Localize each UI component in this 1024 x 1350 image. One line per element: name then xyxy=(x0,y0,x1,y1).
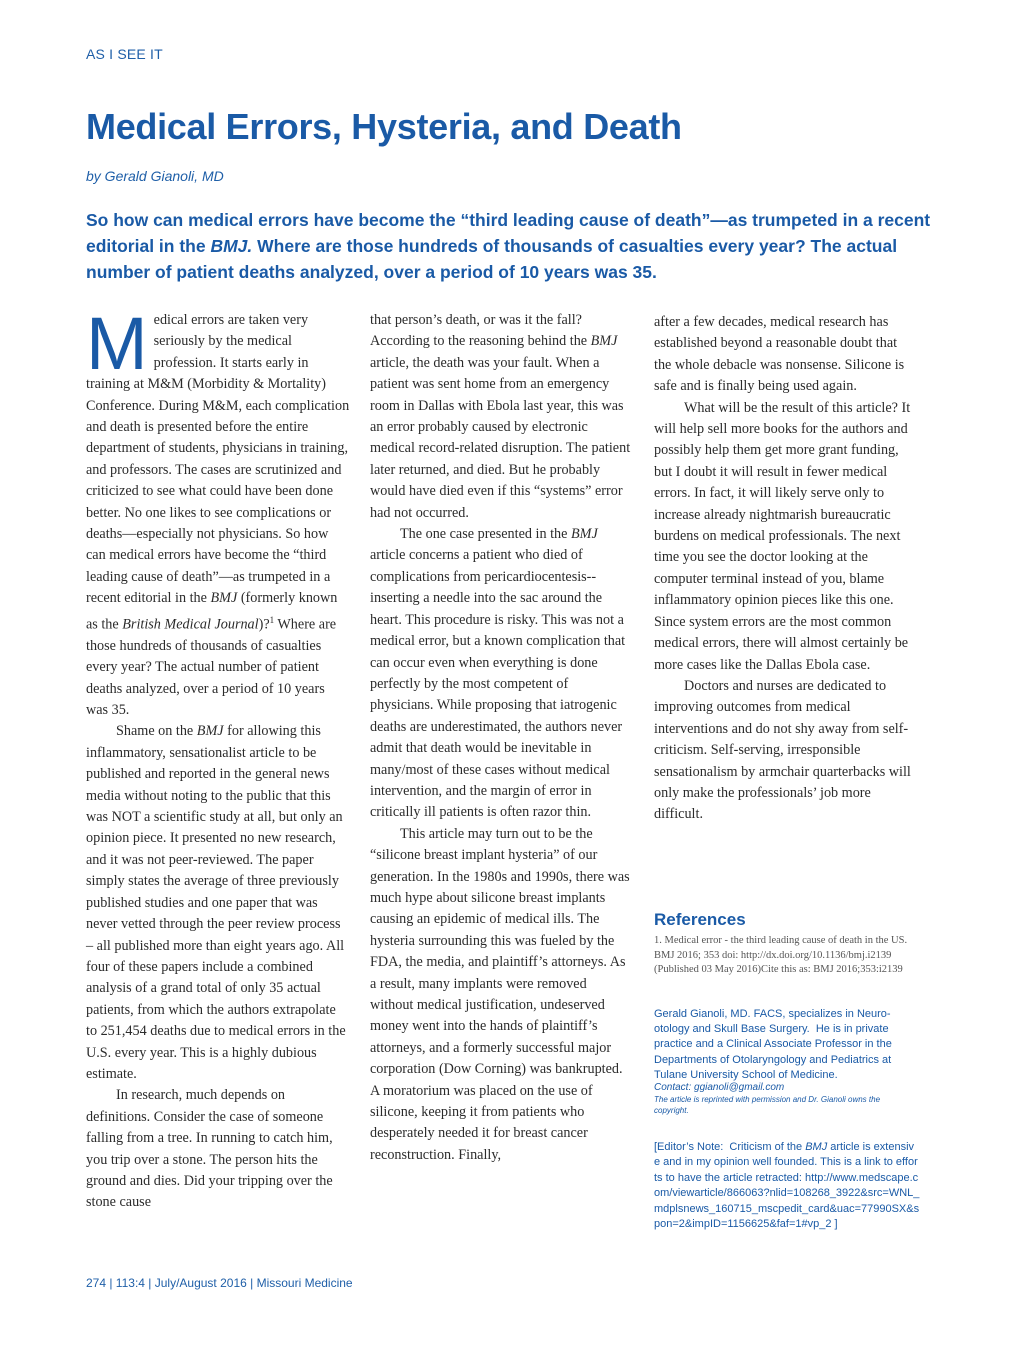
paragraph-text: for allowing this inflammatory, sensationalist article to be published and reported in the general news media without noting to the public that this was NOT a scientific study at all, but only an opinion piece. It presented no new research, and it was not peer-reviewed. The paper simply states the average of three previously published studies and one paper that was never vetted through the peer review process – all published more than eight years ago. All four of these papers include a combined analysis of a grand total of only 35 actual patients, from which the authors extrapolate to 251,454 deaths due to medical errors in the U.S. every year. This is a highly dubious estimate. xyxy=(86,723,346,1082)
paragraph-text: that person’s death, or was it the fall? According to the reasoning behind the xyxy=(370,312,591,350)
paragraph-text: article concerns a patient who died of complications from pericardiocentesis--inserting a needle into the sac around the heart. This procedure is risky. This was not a medical error, but a known complication that can occur even when everything is done perfectly by the most competent of physicians. While proposing that iatrogenic deaths are underestimated, the authors never admit that death would be inevitable in many/most of these cases without medical intervention, and the margin of error in critically ill patients is often razor thin. xyxy=(370,547,626,821)
paragraph xyxy=(370,524,632,824)
paragraph: In research, much depends on definitions. Consider the case of someone falling from a tree. In running to catch him, you trip over a stone. The person hits the ground and dies. Did your tripping over the stone cause xyxy=(86,1087,333,1211)
page-footer: 274 | 113:4 | July/August 2016 | Missouri Medicine xyxy=(86,1276,353,1290)
deck-text-1: So how can medical errors have become the “third leading cause of death”—as trumpeted in a recent editorial in the xyxy=(86,210,931,256)
paragraph xyxy=(86,721,350,1085)
paragraph-text: edical errors are taken very seriously by the medical profession. It starts early in training at M&M (Morbidity & Mortality) Conference. During M&M, each complication and death is presented before the entire department of students, physicians in training, and professors. The cases are scrutinized and criticized to see what could have been done better. No one likes to see complications or deaths—especially not physicians. So how can medical errors have become the “third leading cause of death”—as trumpeted in a recent editorial in the xyxy=(86,312,350,607)
paragraph: This article may turn out to be the “silicone breast implant hysteria” of our generation. In the 1980s and 1990s, there was much hype about silicone breast implants causing an epidemic of medical ills. The hysteria surrounding this was fueled by the FDA, the media, and plaintiff’s attorneys. As a result, many implants were removed without medical justification, undeserved money went into the hands of plaintiff’s attorneys, and a formerly successful major corporation (Dow Corning) was bankrupted. A moratorium was placed on the use of silicone, keeping it from patients who desperately needed it for breast cancer reconstruction. Finally, xyxy=(370,825,630,1163)
journal-name: BMJ xyxy=(210,590,238,607)
journal-name: BMJ xyxy=(590,333,618,350)
section-label: AS I SEE IT xyxy=(86,46,163,62)
journal-name: BMJ xyxy=(570,526,598,543)
paragraph: after a few decades, medical research has established beyond a reasonable doubt that the whole debacle was nonsense. Silicone is safe and is finally being used again. xyxy=(654,314,905,395)
paragraph xyxy=(86,302,350,721)
journal-name: BMJ xyxy=(196,723,224,740)
deck-text-2: Where are those hundreds of thousands of casualties every year? The actual number of patient deaths analyzed, over a period of 10 years was 35. xyxy=(86,236,898,282)
journal-name: British Medical Journal xyxy=(122,616,259,633)
article-title: Medical Errors, Hysteria, and Death xyxy=(86,106,682,147)
paragraph xyxy=(370,310,632,524)
paragraph-text: The one case presented in the xyxy=(400,526,571,543)
paragraph: What will be the result of this article? It will help sell more books for the authors and possibly help them get more grant funding, but I doubt it will result in fewer medical errors. In fact, it will likely serve only to increase already nightmarish bureaucratic burdens on medical professionals. The next time you see the doctor looking at the computer terminal instead of you, blame inflammatory opinion pieces like this one. Since system errors are the most common medical errors, there will almost certainly be more cases like the Dallas Ebola case. xyxy=(654,399,911,673)
body-column-2 xyxy=(370,310,632,1166)
paragraph-text: )? xyxy=(258,616,270,633)
editor-note-text: article is extensive and in my opinion well founded. This is a link to efforts to have the article retracted: http://www.medscape.com/viewarticle/866063?nlid=108268_3922&src=WNL_mdplsnews_160715_mscpedit_card&uac=77990SX&spon=2&impID=1156625&faf=1#vp_2 ] xyxy=(654,1141,920,1231)
author-bio: Gerald Gianoli, MD. FACS, specializes in Neuro-otology and Skull Base Surgery. He is in private practice and a Clinical Associate Professor in the Departments of Otolaryngology and Pediatrics at Tulane University School of Medicine. xyxy=(654,1008,892,1081)
body-column-3 xyxy=(654,312,916,826)
reprint-note: The article is reprinted with permission and Dr. Gianoli owns the copyright. xyxy=(654,1095,881,1115)
article-deck xyxy=(86,207,946,285)
references-heading: References xyxy=(654,910,746,929)
deck-journal: BMJ. xyxy=(210,236,253,256)
author-contact: Contact: ggianoli@gmail.com xyxy=(654,1082,785,1093)
body-column-1 xyxy=(86,302,350,1214)
paragraph-text: Where are those hundreds of thousands of casualties every year? The actual number of patient deaths analyzed, over a period of 10 years was 35. xyxy=(86,616,337,719)
editor-note-text: [Editor’s Note: Criticism of the xyxy=(654,1141,806,1153)
reference-marker: 1 xyxy=(269,614,275,625)
paragraph-text: article, the death was your fault. When a patient was sent home from an emergency room in Dallas with Ebola last year, this was an error probably caused by electronic medical record-related disruption. The patient later returned, and died. But he probably would have died even if this “systems” error had not occurred. xyxy=(370,354,631,521)
paragraph-text: (formerly known as the xyxy=(86,590,338,633)
paragraph-text: Shame on the xyxy=(116,723,197,740)
editor-note xyxy=(654,1140,920,1232)
paragraph: Doctors and nurses are dedicated to improving outcomes from medical interventions and do not shy away from self-criticism. Self-serving, irresponsible sensationalism by armchair quarterbacks will only make the professionals’ job more difficult. xyxy=(654,677,911,823)
reference-item: 1. Medical error - the third leading cause of death in the US. BMJ 2016; 353 doi: http://dx.doi.org/10.1136/bmj.i2139 (Published 03 May 2016)Cite this as: BMJ 2016;353:i2139 xyxy=(654,935,913,976)
journal-name: BMJ xyxy=(805,1141,828,1153)
byline: by Gerald Gianoli, MD xyxy=(86,168,224,184)
drop-cap: M xyxy=(86,302,148,385)
